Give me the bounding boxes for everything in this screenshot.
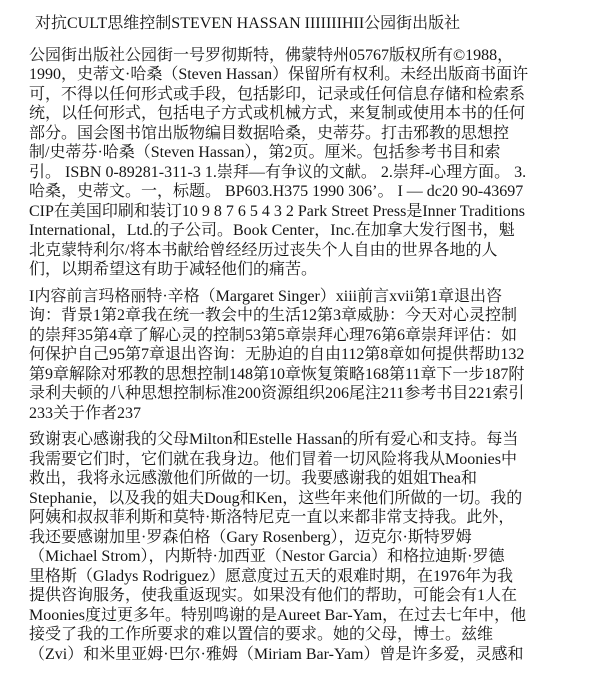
text-line: 的崇拜35第4章了解心灵的控制53第5章崇拜心理76第6章崇拜评估：如 (29, 326, 518, 344)
text-line: International，Ltd.的子公司。Book Center，Inc.在加拿大发行图书，魁 (29, 222, 515, 239)
text-line: 233关于作者237 (29, 404, 142, 422)
text-line: 询：背景1第2章我在统一教会中的生活12第3章威胁：今天对心灵控制 (29, 307, 518, 324)
paragraph-table-of-contents (29, 287, 584, 424)
text-line: Stephanie，以及我的姐夫Doug和Ken，这些年来他们所做的一切。我的 (29, 489, 523, 507)
text-line: 阿姨和叔叔菲利斯和莫特·斯洛特尼克一直以来都非常支持我。此外， (29, 509, 515, 526)
book-title-line: 对抗CULT思维控制STEVEN HASSAN IIIIIIIHII公园街出版社 (35, 15, 461, 32)
text-line: 制/史蒂芬·哈桑（Steven Hassan），第2页。厘米。包括参考书目和索 (29, 144, 501, 161)
text-line: 何保护自己95第7章退出咨询：无胁迫的自由112第8章如何提供帮助132 (29, 346, 525, 363)
text-line: 公园街出版社公园街一号罗彻斯特，佛蒙特州05767版权所有©1988， (29, 46, 514, 64)
text-line: 引。 ISBN 0-89281-311-3 1.崇拜—有争议的文献。 2.崇拜-心理方面。 3. (29, 163, 527, 181)
text-line: I内容前言玛格丽特·辛格（Margaret Singer）xiii前言xvii第1章退出咨 (29, 287, 503, 305)
text-line: 致谢衷心感谢我的父母Milton和Estelle Hassan的所有爱心和支持。每当 (29, 431, 519, 448)
text-line: 统，以任何形式，包括电子方式或机械方式，来复制或使用本书的任何 (29, 105, 526, 122)
text-line: （Michael Strom），内斯特·加西亚（Nestor Garcia）和格拉迪斯·罗德 (29, 548, 505, 565)
text-line: 可，不得以任何形式或手段，包括影印，记录或任何信息存储和检索系 (29, 85, 526, 103)
text-line: 北克蒙特利尔/将本书献给曾经经历过丧失个人自由的世界各地的人 (29, 241, 498, 259)
text-line: 们，以期希望这有助于减轻他们的痛苦。 (29, 261, 318, 278)
text-line: 第9章解除对邪教的思想控制148第10章恢复策略168第11章下一步187附 (29, 365, 525, 383)
text-line: 部分。国会图书馆出版物编目数据哈桑，史蒂芬。打击邪教的思想控 (29, 124, 510, 142)
text-line: （Zvi）和米里亚姆·巴尔·雅姆（Miriam Bar-Yam）曾是许多爱，灵感和 (29, 645, 524, 663)
text-line: 我还要感谢加里·罗森伯格（Gary Rosenberg），迈克尔·斯特罗姆 (29, 528, 472, 546)
text-line: 1990，史蒂文·哈桑（Steven Hassan）保留所有权利。未经出版商书面许 (29, 66, 529, 83)
text-line: 我需要它们时，它们就在我身边。他们冒着一切风险将我从Moonies中 (29, 450, 518, 468)
text-line: 接受了我的工作所要求的难以置信的要求。她的父母，博士。兹维 (29, 626, 494, 643)
text-line: CIP在美国印刷和装订10 9 8 7 6 5 4 3 2 Park Street Press是Inner Traditions (29, 202, 526, 220)
paragraph-acknowledgments (29, 430, 584, 664)
text-line: 里格斯（Gladys Rodriguez）愿意度过五天的艰难时期，在1976年为我 (29, 567, 513, 585)
text-line: 哈桑，史蒂文。一，标题。 BP603.H375 1990 306’。 I — dc20 90-43697 (29, 183, 524, 200)
text-line: 录利夫顿的八种思想控制标准200资源组织206尾注211参考书目221索引 (29, 385, 525, 402)
text-line: Moonies度过更多年。特别鸣谢的是Aureet Bar-Yam，在过去七年中，他 (29, 606, 527, 624)
paragraph-copyright-block (29, 46, 584, 280)
text-line: 提供咨询服务，使我重返现实。如果没有他们的帮助，可能会有1人在 (29, 587, 518, 604)
text-line: 救出，我将永远感激他们所做的一切。我要感谢我的姐姐Thea和 (29, 470, 477, 487)
